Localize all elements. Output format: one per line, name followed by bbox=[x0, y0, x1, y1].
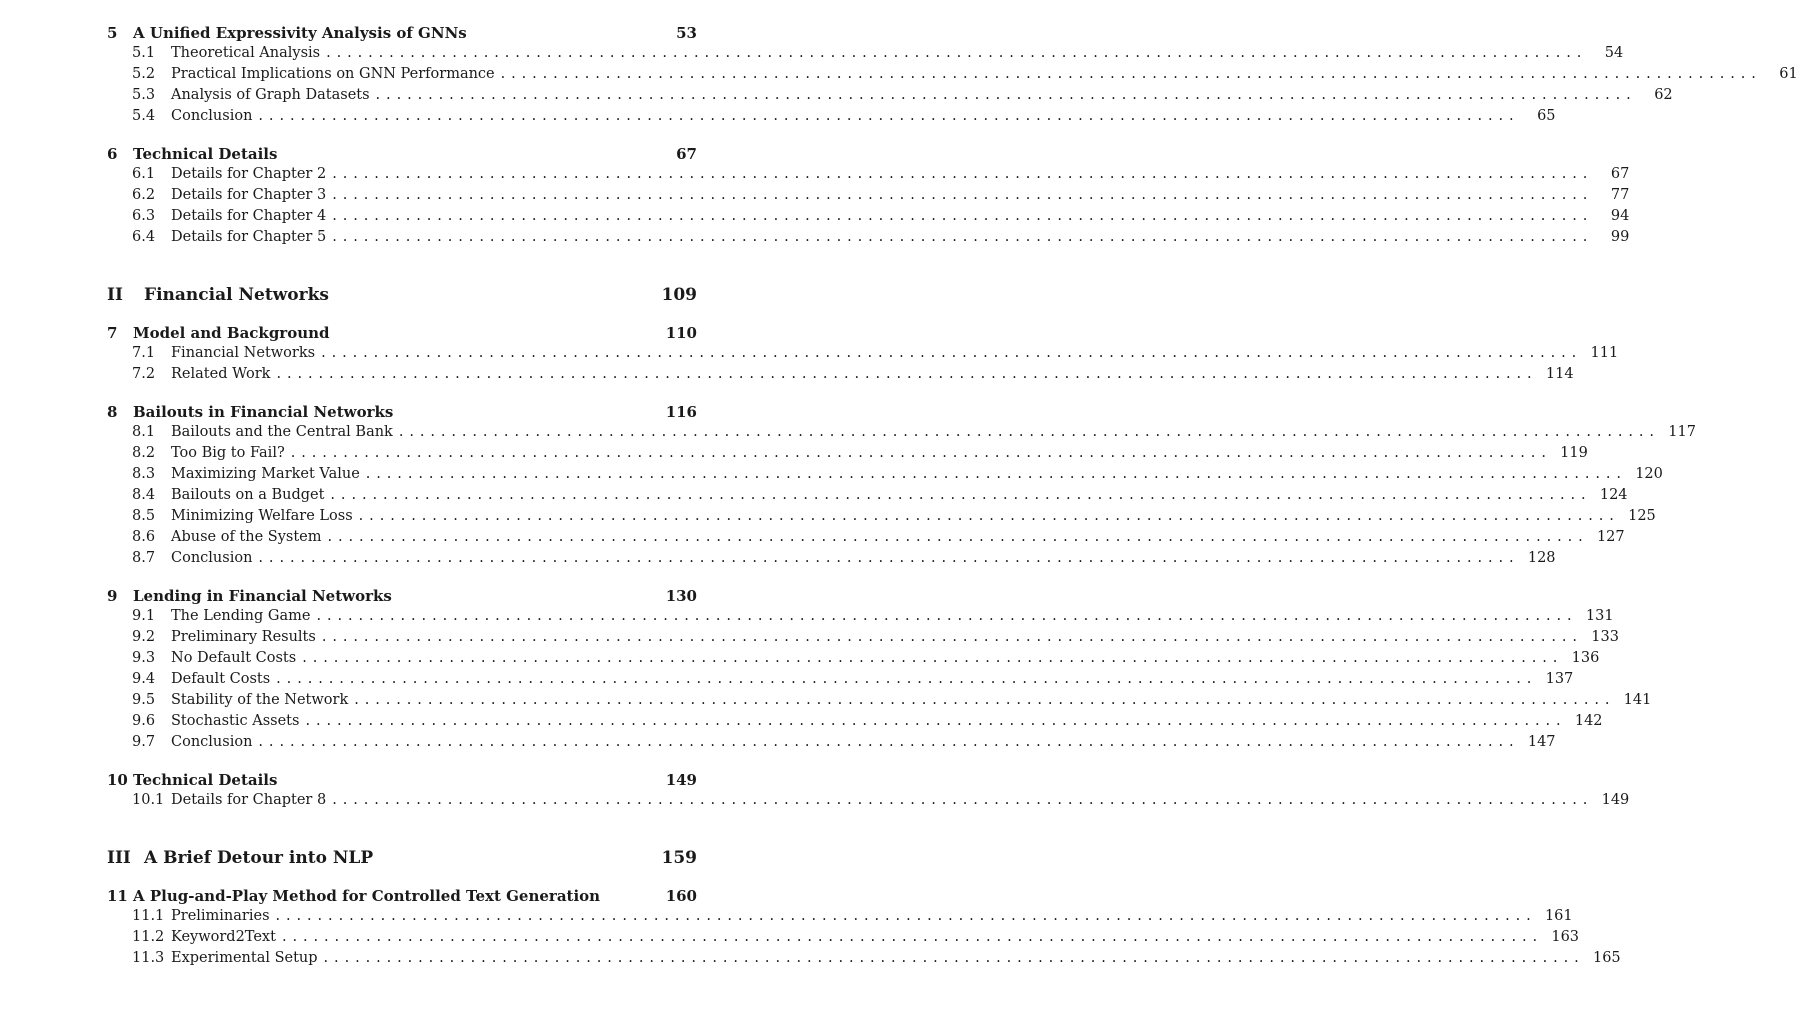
section-page: 124 bbox=[1599, 487, 1628, 503]
section-5-4[interactable] bbox=[107, 108, 1556, 129]
section-8-2[interactable] bbox=[107, 445, 1588, 466]
section-page: 137 bbox=[1545, 671, 1574, 687]
section-7-1[interactable] bbox=[107, 345, 1619, 366]
section-page: 128 bbox=[1527, 550, 1556, 566]
section-number: 9.1 bbox=[132, 608, 156, 624]
section-9-1[interactable] bbox=[107, 608, 1614, 629]
section-5-2[interactable] bbox=[107, 66, 1798, 87]
section-number: 8.1 bbox=[132, 424, 156, 440]
section-7-2[interactable] bbox=[107, 366, 1574, 387]
section-title: The Lending Game bbox=[171, 608, 311, 624]
section-number: 11.3 bbox=[132, 950, 165, 966]
dot-leader: ........................................................................................................................ bbox=[321, 345, 1583, 361]
section-8-6[interactable] bbox=[107, 529, 1625, 550]
section-title: Experimental Setup bbox=[171, 950, 318, 966]
section-number: 7.1 bbox=[132, 345, 156, 361]
part-2-heading[interactable] bbox=[107, 285, 697, 311]
dot-leader: ........................................................................................................................ bbox=[258, 734, 1520, 750]
chapter-number: 9 bbox=[107, 587, 118, 605]
part-page: 109 bbox=[661, 285, 697, 305]
section-title: Preliminary Results bbox=[171, 629, 316, 645]
section-page: 65 bbox=[1537, 108, 1556, 124]
section-title: Theoretical Analysis bbox=[171, 45, 321, 61]
chapter-page: 116 bbox=[665, 403, 697, 421]
chapter-11-heading[interactable] bbox=[107, 887, 697, 908]
section-number: 10.1 bbox=[132, 792, 165, 808]
section-number: 8.6 bbox=[132, 529, 156, 545]
section-10-1[interactable] bbox=[107, 792, 1630, 813]
dot-leader: ........................................................................................................................ bbox=[500, 66, 1762, 82]
dot-leader: ........................................................................................................................ bbox=[281, 929, 1544, 945]
section-title: Default Costs bbox=[171, 671, 271, 687]
chapter-title: A Plug-and-Play Method for Controlled Text Generation bbox=[133, 887, 601, 905]
section-8-1[interactable] bbox=[107, 424, 1696, 445]
dot-leader: ........................................................................................................................ bbox=[290, 445, 1552, 461]
chapter-number: 11 bbox=[107, 887, 128, 905]
dot-leader: ........................................................................................................................ bbox=[276, 366, 1538, 382]
section-9-3[interactable] bbox=[107, 650, 1600, 671]
chapter-6-heading[interactable] bbox=[107, 145, 697, 166]
section-title: Conclusion bbox=[171, 550, 253, 566]
section-page: 136 bbox=[1571, 650, 1600, 666]
table-of-contents bbox=[107, 24, 1798, 971]
section-9-2[interactable] bbox=[107, 629, 1619, 650]
section-page: 67 bbox=[1610, 166, 1630, 182]
section-title: Related Work bbox=[171, 366, 271, 382]
section-9-5[interactable] bbox=[107, 692, 1652, 713]
dot-leader: ........................................................................................................................ bbox=[365, 466, 1627, 482]
chapter-number: 5 bbox=[107, 24, 118, 42]
section-number: 9.7 bbox=[132, 734, 156, 750]
part-3-heading[interactable] bbox=[107, 848, 697, 874]
section-page: 119 bbox=[1560, 445, 1588, 461]
section-9-4[interactable] bbox=[107, 671, 1574, 692]
section-number: 8.2 bbox=[132, 445, 156, 461]
section-page: 120 bbox=[1635, 466, 1663, 482]
section-number: 6.2 bbox=[132, 187, 156, 203]
dot-leader: ........................................................................................................................ bbox=[276, 671, 1538, 687]
section-page: 111 bbox=[1590, 345, 1619, 361]
section-page: 147 bbox=[1527, 734, 1556, 750]
section-page: 133 bbox=[1591, 629, 1619, 645]
part-number: II bbox=[107, 285, 123, 305]
section-number: 6.1 bbox=[132, 166, 156, 182]
dot-leader: ........................................................................................................................ bbox=[332, 166, 1594, 182]
section-title: Details for Chapter 5 bbox=[171, 229, 327, 245]
section-page: 149 bbox=[1601, 792, 1630, 808]
dot-leader: ........................................................................................................................ bbox=[323, 950, 1585, 966]
section-title: Analysis of Graph Datasets bbox=[171, 87, 370, 103]
chapter-page: 160 bbox=[665, 887, 697, 905]
section-11-1[interactable] bbox=[107, 908, 1573, 929]
section-page: 94 bbox=[1610, 208, 1630, 224]
part-number: III bbox=[107, 848, 131, 868]
section-6-4[interactable] bbox=[107, 229, 1630, 250]
dot-leader: ........................................................................................................................ bbox=[258, 550, 1520, 566]
section-page: 142 bbox=[1574, 713, 1603, 729]
section-number: 8.5 bbox=[132, 508, 156, 524]
chapter-title: Lending in Financial Networks bbox=[133, 587, 392, 605]
section-title: Stochastic Assets bbox=[171, 713, 300, 729]
section-page: 77 bbox=[1610, 187, 1630, 203]
section-number: 9.5 bbox=[132, 692, 156, 708]
section-page: 125 bbox=[1628, 508, 1656, 524]
section-page: 131 bbox=[1585, 608, 1614, 624]
section-number: 5.3 bbox=[132, 87, 156, 103]
section-title: Financial Networks bbox=[171, 345, 316, 361]
dot-leader: ........................................................................................................................ bbox=[326, 45, 1588, 61]
section-page: 163 bbox=[1551, 929, 1580, 945]
section-page: 117 bbox=[1668, 424, 1696, 440]
chapter-8-heading[interactable] bbox=[107, 403, 697, 424]
section-page: 165 bbox=[1592, 950, 1621, 966]
section-number: 8.7 bbox=[132, 550, 156, 566]
section-number: 5.4 bbox=[132, 108, 156, 124]
section-number: 9.4 bbox=[132, 671, 156, 687]
section-6-1[interactable] bbox=[107, 166, 1630, 187]
section-title: Practical Implications on GNN Performance bbox=[171, 66, 495, 82]
section-number: 9.6 bbox=[132, 713, 156, 729]
section-number: 6.4 bbox=[132, 229, 156, 245]
chapter-7-heading[interactable] bbox=[107, 324, 697, 345]
dot-leader: ........................................................................................................................ bbox=[330, 487, 1592, 503]
section-title: Abuse of the System bbox=[171, 529, 322, 545]
dot-leader: ........................................................................................................................ bbox=[332, 229, 1594, 245]
section-page: 141 bbox=[1623, 692, 1652, 708]
section-9-7[interactable] bbox=[107, 734, 1556, 755]
dot-leader: ........................................................................................................................ bbox=[327, 529, 1589, 545]
section-9-6[interactable] bbox=[107, 713, 1603, 734]
dot-leader: ........................................................................................................................ bbox=[275, 908, 1537, 924]
dot-leader: ........................................................................................................................ bbox=[302, 650, 1564, 666]
part-title: Financial Networks bbox=[144, 285, 329, 305]
dot-leader: ........................................................................................................................ bbox=[375, 87, 1637, 103]
section-title: Maximizing Market Value bbox=[171, 466, 360, 482]
chapter-page: 110 bbox=[665, 324, 697, 342]
dot-leader: ........................................................................................................................ bbox=[398, 424, 1660, 440]
section-6-3[interactable] bbox=[107, 208, 1630, 229]
section-8-5[interactable] bbox=[107, 508, 1656, 529]
dot-leader: ........................................................................................................................ bbox=[332, 187, 1594, 203]
section-11-2[interactable] bbox=[107, 929, 1580, 950]
section-page: 54 bbox=[1604, 45, 1624, 61]
section-number: 9.3 bbox=[132, 650, 156, 666]
section-number: 11.1 bbox=[132, 908, 165, 924]
chapter-9-heading[interactable] bbox=[107, 587, 697, 608]
section-title: Details for Chapter 2 bbox=[171, 166, 327, 182]
section-title: Preliminaries bbox=[171, 908, 270, 924]
section-8-4[interactable] bbox=[107, 487, 1628, 508]
section-5-1[interactable] bbox=[107, 45, 1624, 66]
chapter-5-heading[interactable] bbox=[107, 24, 697, 45]
chapter-title: A Unified Expressivity Analysis of GNNs bbox=[133, 24, 467, 42]
section-number: 5.1 bbox=[132, 45, 156, 61]
chapter-number: 8 bbox=[107, 403, 118, 421]
part-page: 159 bbox=[661, 848, 697, 868]
dot-leader: ........................................................................................................................ bbox=[321, 629, 1583, 645]
dot-leader: ........................................................................................................................ bbox=[358, 508, 1620, 524]
section-number: 11.2 bbox=[132, 929, 165, 945]
section-number: 6.3 bbox=[132, 208, 156, 224]
chapter-page: 67 bbox=[676, 145, 697, 163]
section-title: Bailouts and the Central Bank bbox=[171, 424, 393, 440]
section-page: 61 bbox=[1779, 66, 1798, 82]
section-title: Keyword2Text bbox=[171, 929, 276, 945]
dot-leader: ........................................................................................................................ bbox=[332, 208, 1594, 224]
chapter-number: 7 bbox=[107, 324, 118, 342]
section-page: 99 bbox=[1610, 229, 1630, 245]
section-number: 8.3 bbox=[132, 466, 156, 482]
chapter-title: Technical Details bbox=[133, 145, 278, 163]
section-number: 9.2 bbox=[132, 629, 156, 645]
section-number: 8.4 bbox=[132, 487, 156, 503]
dot-leader: ........................................................................................................................ bbox=[354, 692, 1616, 708]
section-page: 161 bbox=[1544, 908, 1573, 924]
chapter-title: Model and Background bbox=[133, 324, 330, 342]
section-title: Stability of the Network bbox=[171, 692, 349, 708]
chapter-10-heading[interactable] bbox=[107, 771, 697, 792]
section-title: Minimizing Welfare Loss bbox=[171, 508, 353, 524]
section-5-3[interactable] bbox=[107, 87, 1673, 108]
chapter-page: 149 bbox=[665, 771, 697, 789]
section-11-3[interactable] bbox=[107, 950, 1621, 971]
part-title: A Brief Detour into NLP bbox=[144, 848, 374, 868]
section-title: Conclusion bbox=[171, 108, 253, 124]
section-8-3[interactable] bbox=[107, 466, 1663, 487]
chapter-number: 10 bbox=[107, 771, 128, 789]
section-title: Details for Chapter 3 bbox=[171, 187, 327, 203]
chapter-title: Bailouts in Financial Networks bbox=[133, 403, 394, 421]
section-page: 114 bbox=[1545, 366, 1574, 382]
dot-leader: ........................................................................................................................ bbox=[332, 792, 1594, 808]
section-title: Too Big to Fail? bbox=[171, 445, 285, 461]
dot-leader: ........................................................................................................................ bbox=[258, 108, 1520, 124]
chapter-page: 53 bbox=[676, 24, 697, 42]
dot-leader: ........................................................................................................................ bbox=[316, 608, 1578, 624]
section-page: 127 bbox=[1596, 529, 1625, 545]
chapter-page: 130 bbox=[665, 587, 697, 605]
dot-leader: ........................................................................................................................ bbox=[305, 713, 1567, 729]
chapter-number: 6 bbox=[107, 145, 118, 163]
section-number: 7.2 bbox=[132, 366, 156, 382]
section-title: Bailouts on a Budget bbox=[171, 487, 325, 503]
chapter-title: Technical Details bbox=[133, 771, 278, 789]
section-page: 62 bbox=[1654, 87, 1673, 103]
section-6-2[interactable] bbox=[107, 187, 1630, 208]
section-title: Details for Chapter 4 bbox=[171, 208, 327, 224]
section-title: No Default Costs bbox=[171, 650, 297, 666]
section-number: 5.2 bbox=[132, 66, 156, 82]
section-title: Details for Chapter 8 bbox=[171, 792, 327, 808]
section-8-7[interactable] bbox=[107, 550, 1556, 571]
section-title: Conclusion bbox=[171, 734, 253, 750]
